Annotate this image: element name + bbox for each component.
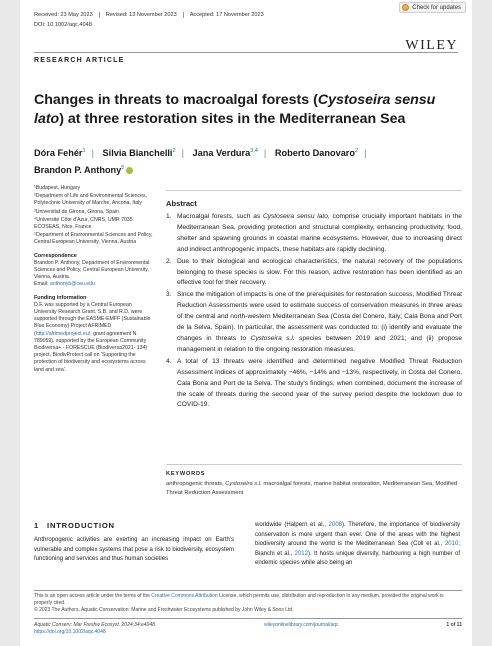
abstract-item: 4. A total of 13 threats were identified and determined negative Modified Threat Reduction Assessment Indices of approximately −46%, −14% and −13%, respectively, in Costa del Conero, Cala Bona and Port de la Selva. The study's findings, when combined, document the increase of the scale of threats during the second year of the survey period despite the lockdown due to COVID-19. (166, 357, 462, 409)
affiliations-column (34, 185, 154, 374)
article-page (20, 0, 472, 646)
abstract-item: 2. Due to their biological and ecological characteristics, the natural recovery of the populations belonging to these species is slow. For this reason, active restoration has been identified as an effective tool for their recovery. (166, 257, 462, 287)
citation-link[interactable]: 2008 (328, 522, 343, 528)
publisher-logo: WILEY (405, 38, 458, 53)
header-divider (34, 52, 458, 53)
citation-link[interactable]: 2010 (444, 541, 459, 548)
abstract-list (166, 212, 462, 411)
affiliation: ³Universitat de Girona, Girona, Spain (34, 208, 120, 215)
author[interactable]: Roberto Danovaro$^2$ (274, 148, 359, 159)
article-title: Changes in threats to macroalgal forests (Cystoseira sensu lato) at three restoration sites in the Mediterranean Sea (34, 92, 436, 127)
accepted-date: Accepted: 17 November 2023 (189, 12, 264, 18)
author[interactable]: Dóra Fehér$^1$ (34, 148, 86, 159)
introduction-heading: 1 INTRODUCTION (34, 521, 115, 530)
correspondence-heading: Correspondence (34, 252, 77, 259)
keywords-heading: KEYWORDS (166, 471, 206, 477)
footer-site-link[interactable]: wileyonlinelibrary.com/journal/aqc (264, 622, 339, 628)
funding-link[interactable]: http://afrimedproject.eu/ (35, 330, 91, 337)
revised-date: Revised: 13 November 2023 (106, 12, 184, 18)
affiliation: ⁴Université Côte d'Azur, CNRS, UMR 7035 ECOSEAS, Nice, France (34, 216, 133, 231)
footer-doi-link[interactable]: https://doi.org/10.1002/aqc.4048 (34, 628, 106, 635)
author[interactable]: Brandon P. Anthony$^5$ (34, 165, 125, 176)
keywords (166, 464, 462, 498)
author-list: Dóra Fehér$^1$ | Silvia Bianchelli$^2$ | Jana Verdura$^{3,4}$ | Roberto Danovaro$^2$ | Brandon P. Anthony$^5$ (34, 148, 367, 176)
keywords-text: anthropogenic threats, Cystoseira s.l. macroalgal forests, marine habitat restoration, Mediterranean Sea, Modified Threat Reduction Assessment (166, 481, 458, 496)
introduction-text-right: worldwide (Halpern et al., 2008). Therefore, the importance of biodiversity conservation is more urgent than ever. One of the areas with the highest biodiversity around the world is the Mediterranean Sea (Coll et al., 2010; Bianchi et al., 2012). It hosts unique diversity, harbouring a high number of endemic species while also being an (255, 522, 461, 567)
abstract-item: 1. Macroalgal forests, such as Cystoseira sensu lato, comprise crucially important habitats in the Mediterranean Sea, providing protection and structural complexity, enhancing productivity, food, shelter and spawning grounds in coastal marine ecosystems. However, due to increasing direct and indirect anthropogenic impacts, these habitats are rapidly declining. (166, 213, 462, 253)
author[interactable]: Silvia Bianchelli$^2$ (102, 148, 176, 159)
license-notice: This is an open access article under the terms of the Creative Commons Attribution License, which permits use, distribution and reproduction in any medium, provided the original work is properly cited. © 2023 The Authors. Aquatic Conservation: Marine and Freshwater Ecosystems published by John Wiley & Sons Ltd. (34, 590, 462, 613)
funding-heading: Funding information (34, 294, 87, 301)
crossmark-icon (402, 4, 409, 11)
affiliation: ¹Budapest, Hungary (34, 185, 81, 191)
citation-link[interactable]: 2012 (294, 550, 308, 557)
article-dates (34, 12, 276, 18)
orcid-icon[interactable] (126, 167, 133, 174)
check-updates-label: Check for updates (412, 4, 461, 11)
affiliation: ²Department of Life and Environmental Sciences, Polytechnic University of Marche, Ancona, Italy (34, 193, 148, 207)
page-number: 1 of 11 (446, 622, 462, 628)
affiliation: ⁵Department of Environmental Sciences and Policy, Central European University, Vienna, Austria (34, 232, 153, 246)
license-link[interactable]: Creative Commons Attribution (151, 593, 218, 599)
abstract-heading: Abstract (166, 199, 197, 208)
funding-text: D.F. was supported by a Central European University Research Grant. S.B. and R.D. were supported through the EASME-EMFF (Sustainable Blue Economy) Project AFRIMED (http://afrimedproject.eu/; grant agreement N. 789059), supported by the European Community Biodiversa+ - FORESCUE (Biodiversa2021- 134) project, BiodivProtect call on 'Supporting the protection of biodiversity and ecosystems across land and sea'. (34, 301, 151, 373)
introduction-text-left: Anthropogenic activities are exerting an increasing impact on Earth's vulnerable and complex systems that pose a risk to biodiversity, ecosystem functioning and services and thus human societies (34, 537, 234, 563)
author[interactable]: Jana Verdura$^{3,4}$ (192, 148, 258, 159)
received-date: Received: 23 May 2023 (34, 12, 100, 18)
page-footer (34, 618, 462, 635)
footer-citation: Aquatic Conserv: Mar Freshw Ecosyst. 2024;34:e4048. https://doi.org/10.1002/aqc.4048 (34, 622, 157, 635)
abstract (166, 190, 462, 502)
check-updates-badge[interactable] (399, 2, 466, 13)
correspondence-text: Brandon P. Anthony, Department of Environmental Sciences and Policy, Central European University, Vienna, Austria. Email: anthonyb@ceu.edu (34, 259, 150, 288)
email-link[interactable]: anthonyb@ceu.edu (49, 281, 95, 288)
abstract-item: 3. Since the mitigation of impacts is one of the prerequisites for restoration success, Modified Threat Reduction Assessments were used to estimate success of conservation measures in three areas of the central and north-western Mediterranean Sea (Costa del Conero, Italy; Cala Bona and Port de la Selva, Spain). In particular, the assessment was conducted to: (i) identify and evaluate the changes in threats to Cystoseira s.l. species between 2019 and 2021; and (ii) propose management in relation to the ongoing restoration measures. (166, 291, 463, 353)
section-label: RESEARCH ARTICLE (34, 57, 125, 64)
doi[interactable]: DOI: 10.1002/aqc.4048 (34, 22, 92, 28)
